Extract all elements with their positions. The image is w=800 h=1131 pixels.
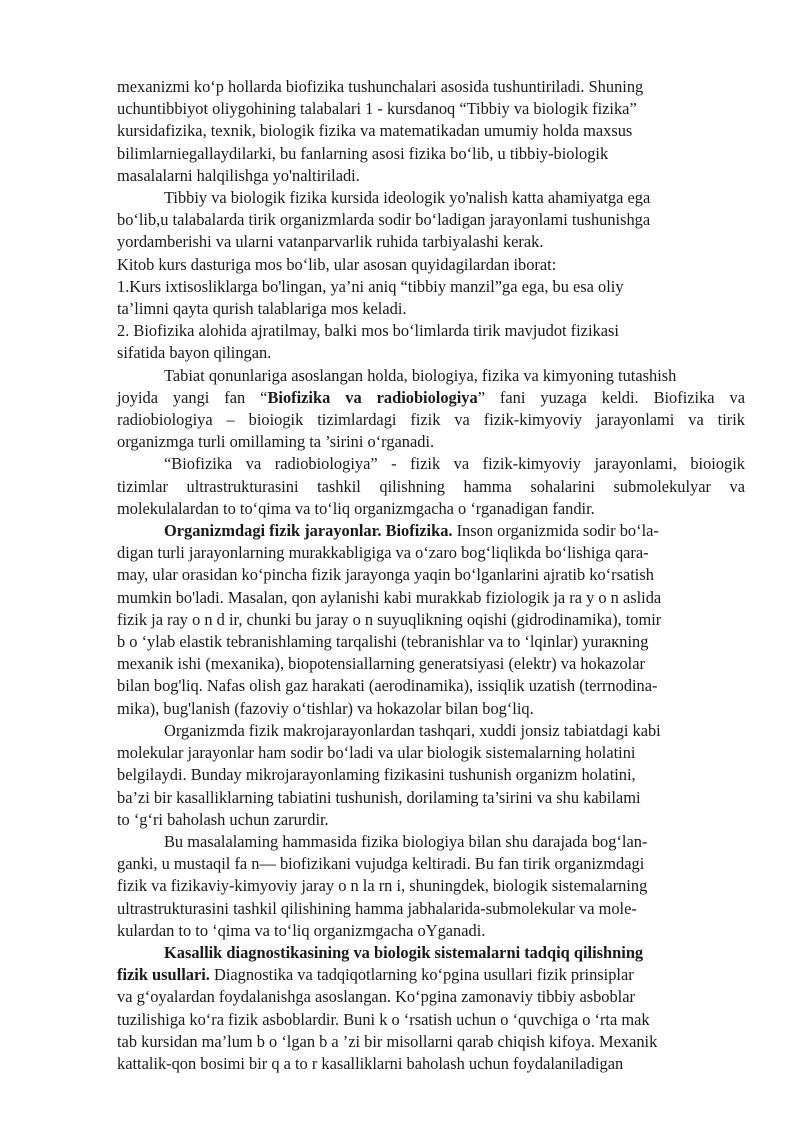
text-line: bilimlarniegallaydilarki, bu fanlarning asosi fizika bo‘lib, u tibbiy-biologik (117, 143, 609, 163)
text-line (117, 387, 745, 409)
text-line: digan turli jarayonlarning murakkabligiga va o‘zaro bog‘liqlikda bo‘lishiga qara- (117, 543, 649, 563)
text-line: sifatida bayon qilingan. (117, 343, 272, 363)
text-line: molekular jarayonlar ham sodir bo‘ladi va ular biologik sistemalarning holatini (117, 743, 636, 763)
text-line: Kitob kurs dasturiga mos bo‘lib, ular asosan quyidagilardan iborat: (117, 254, 557, 274)
paragraph-7 (117, 453, 745, 520)
text-line: molekulalardan to to‘qima va to‘liq organizmgacha o ‘rganadigan fandir. (117, 498, 595, 518)
text-line: fizik ja ray o n d ir, chunki bu jaray o n suyuqlikning oqishi (gidrodinamika), tomir (117, 609, 662, 629)
paragraph-2 (117, 187, 745, 254)
text-line: mexanik ishi (mexanika), biopotensiallarning generatsiyasi (elektr) va hokazolar (117, 654, 645, 674)
text-line: yordamberishi va ularni vatanparvarlik ruhida tarbiyalashi kerak. (117, 232, 544, 252)
text-line: ba’zi bir kasalliklarning tabiatini tushunish, dorilaming ta’sirini va shu kabilami (117, 787, 641, 807)
text-span: joyida yangi fan “ (117, 387, 268, 407)
text-line: ta’limni qayta qurish talablariga mos keladi. (117, 299, 407, 319)
text-line: kattalik-qon bosimi bir q a to r kasalliklarni baholash uchun foydalaniladigan (117, 1053, 624, 1073)
text-line: ultrastrukturasini tashkil qilishining hamma jabhalarida-submolekular va mole- (117, 898, 637, 918)
text-line: 2. Biofizika alohida ajratilmay, balki mos bo‘limlarda tirik mavjudot fizikasi (117, 321, 619, 341)
text-line: may, ular orasidan ko‘pincha fizik jarayonga yaqin bo‘lganlarini ajratib ko‘rsatish (117, 565, 654, 585)
text-line: Organizmda fizik makrojarayonlardan tashqari, xuddi jonsiz tabiatdagi kabi (164, 720, 661, 740)
paragraph-3 (117, 254, 745, 276)
text-line: fizik va fizikaviy-kimyoviy jaray o n la rn i, shuningdek, biologik sistemalarning (117, 876, 648, 896)
text-line: kulardan to to ‘qima va to‘liq organizmgacha oYganadi. (117, 920, 486, 940)
text-line: belgilaydi. Bunday mikrojarayonlaming fizikasini tushunish organizm holatini, (117, 765, 636, 785)
paragraph-9 (117, 720, 745, 831)
text-line: Bu masalalaming hammasida fizika biologiya bilan shu darajada bog‘lan- (164, 831, 648, 851)
text-line: radiobiologiya – bioiogik tizimlardagi fizik va fizik-kimyoviy jarayonlami va tirik (117, 410, 745, 430)
text-line: to ‘g‘ri baholash uchun zarurdir. (117, 809, 329, 829)
text-line: ganki, u mustaqil fa n— biofizikani vujudga keltiradi. Bu fan tirik organizmdagi (117, 854, 645, 874)
section-heading: fizik usullari. (117, 965, 210, 985)
text-line: masalalarni halqilishga yo'naltiriladi. (117, 165, 360, 185)
text-line: Tibbiy va biologik fizika kursida ideologik yo'nalish katta ahamiyatga ega (164, 188, 651, 208)
document-page (117, 76, 745, 1075)
text-line: bo‘lib,u talabalarda tirik organizmlarda sodir bo‘ladigan jarayonlami tushunishga (117, 210, 651, 230)
text-line: va g‘oyalardan foydalanishga asoslangan. Ko‘pgina zamonaviy tibbiy asboblar (117, 987, 635, 1007)
text-line: b o ‘ylab elastik tebranishlaming tarqalishi (tebranishlar va to ‘lqinlar) yurакning (117, 632, 649, 652)
paragraph-11 (117, 942, 745, 1075)
section-heading: Kasallik diagnostikasining va biologik sistemalarni tadqiq qilishning (164, 942, 644, 962)
text-line: tizimlar ultrastrukturasini tashkil qilishning hamma sohalarini submolekulyar va (117, 476, 745, 496)
text-line: organizmga turli omillaming ta ’sirini o‘rganadi. (117, 432, 435, 452)
text-line: tuzilishiga ko‘ra fizik asboblardir. Buni k o ‘rsatish uchun o ‘quvchiga o ‘rta mak (117, 1009, 650, 1029)
text-line: tab kursidan ma’lum b o ‘lgan b a ’zi bir misollarni qarab chiqish kifoya. Mexanik (117, 1031, 658, 1051)
text-line: mumkin bo'ladi. Masalan, qon aylanishi kabi murakkab fiziologik ja ra y o n aslida (117, 587, 662, 607)
list-item-2 (117, 320, 745, 364)
text-line: 1.Kurs ixtisosliklarga bo'lingan, ya’ni aniq “tibbiy manzil”ga ega, bu esa oliy (117, 276, 624, 296)
paragraph-6 (117, 365, 745, 454)
text-line: mika), bug'lanish (fazoviy o‘tishlar) va hokazolar bilan bog‘liq. (117, 698, 534, 718)
text-line (117, 942, 745, 964)
bold-term: Biofizika va radiobiologiya (267, 387, 478, 407)
text-line: mexanizmi ko‘p hollarda biofizika tushunchalari asosida tushuntiriladi. Shuning (117, 77, 644, 96)
text-line (117, 964, 745, 986)
text-line: Tabiat qonunlariga asoslangan holda, biologiya, fizika va kimyoning tutashish (164, 365, 677, 385)
list-item-1 (117, 276, 745, 320)
text-line (117, 520, 745, 542)
text-line: “Biofizika va radiobiologiya” - fizik va fizik-kimyoviy jarayonlami, bioiogik (164, 454, 745, 474)
text-line: bilan bog'liq. Nafas olish gaz harakati (aerodinamika), issiqlik uzatish (terrnodina- (117, 676, 658, 696)
paragraph-10 (117, 831, 745, 942)
text-span: Diagnostika va tadqiqotlarning ko‘pgina usullari fizik prinsiplar (209, 965, 634, 985)
text-span: Inson organizmida sodir bo‘la- (452, 521, 659, 541)
text-span: ” fani yuzaga keldi. Biofizika va (477, 387, 745, 407)
paragraph-1 (117, 76, 745, 187)
text-line: uchuntibbiyot oliygohining talabalari 1 - kursdanoq “Tibbiy va biologik fizika” (117, 99, 637, 119)
text-line: kursidafizika, texnik, biologik fizika va matematikadan umumiy holda maxsus (117, 121, 633, 141)
section-heading: Organizmdagi fizik jarayonlar. Biofizika. (164, 521, 453, 541)
paragraph-8 (117, 520, 745, 720)
